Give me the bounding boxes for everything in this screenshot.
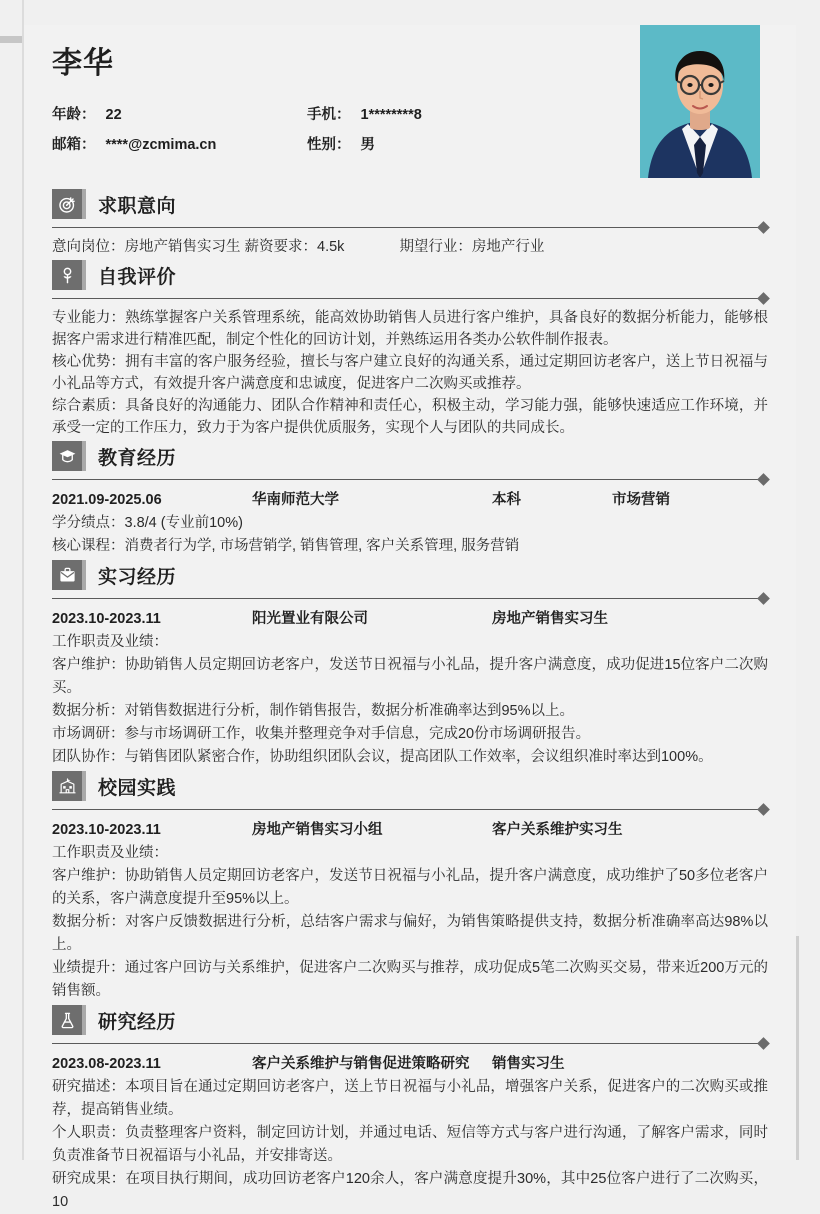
field-gender	[307, 133, 552, 154]
field-email-value: ****@zcmima.cn	[105, 137, 217, 153]
section-header	[52, 189, 768, 219]
school-building-icon	[52, 771, 82, 801]
divider-diamond-icon	[757, 473, 770, 486]
internship-role: 房地产销售实习生	[492, 611, 608, 627]
section-accent-bar	[82, 560, 86, 590]
portrait-photo-icon	[640, 25, 760, 178]
section-accent-bar	[82, 441, 86, 471]
education-entry-row	[52, 488, 768, 512]
education-school: 华南师范大学	[252, 492, 339, 508]
section-divider	[52, 804, 768, 814]
divider-line	[52, 298, 760, 299]
research-role: 销售实习生	[492, 1056, 565, 1072]
section-header	[52, 1005, 768, 1035]
research-line: 研究描述：本项目旨在通过定期回访老客户，送上节日祝福与小礼品，增强客户关系，促进客户的二次购买或推荐，提高销售业绩。	[52, 1079, 768, 1118]
section-accent-bar	[82, 1005, 86, 1035]
research-topic: 客户关系维护与销售促进策略研究	[252, 1056, 470, 1072]
section-divider	[52, 293, 768, 303]
section-accent-bar	[82, 771, 86, 801]
section-job-intent	[52, 189, 768, 258]
section-divider	[52, 222, 768, 232]
internship-line: 工作职责及业绩：	[52, 634, 168, 650]
campus-line: 工作职责及业绩：	[52, 845, 168, 861]
divider-diamond-icon	[757, 592, 770, 605]
section-title: 自我评价	[98, 266, 177, 288]
campus-line: 数据分析：对客户反馈数据进行分析，总结客户需求与偏好，为销售策略提供支持，数据分析准确率高达98%以上。	[52, 914, 768, 953]
section-internship	[52, 560, 768, 769]
campus-org: 房地产销售实习小组	[252, 822, 383, 838]
field-email	[52, 133, 307, 154]
section-title: 求职意向	[98, 195, 177, 217]
field-phone-value: 1********8	[360, 107, 422, 123]
divider-diamond-icon	[757, 803, 770, 816]
section-header	[52, 771, 768, 801]
section-divider	[52, 1038, 768, 1048]
resume-page	[24, 25, 796, 1210]
field-gender-value: 男	[360, 137, 375, 153]
research-date: 2023.08-2023.11	[52, 1056, 161, 1072]
section-divider	[52, 474, 768, 484]
education-courses: 核心课程：消费者行为学, 市场营销学, 销售管理, 客户关系管理, 服务营销	[52, 538, 520, 554]
divider-line	[52, 598, 760, 599]
field-phone	[307, 103, 552, 124]
section-campus-practice	[52, 771, 768, 1003]
education-degree: 本科	[492, 492, 521, 508]
divider-line	[52, 479, 760, 480]
section-accent-bar	[82, 189, 86, 219]
internship-date: 2023.10-2023.11	[52, 611, 161, 627]
self-eval-paragraph: 专业能力：熟练掌握客户关系管理系统，能高效协助销售人员进行客户维护，具备良好的数据分析能力，能够根据客户需求进行精准匹配，制定个性化的回访计划，并熟练运用各类办公软件制作报表。	[52, 310, 768, 348]
resume-header	[52, 25, 768, 187]
field-gender-label: 性别：	[307, 137, 351, 153]
campus-role: 客户关系维护实习生	[492, 822, 623, 838]
research-line: 研究成果：在项目执行期间，成功回访老客户120余人，客户满意度提升30%，其中25位客户进行了二次购买，10	[52, 1171, 768, 1210]
internship-line: 数据分析：对销售数据进行分析，制作销售报告，数据分析准确率达到95%以上。	[52, 703, 575, 719]
field-age-label: 年龄：	[52, 107, 96, 123]
target-icon	[52, 189, 82, 219]
divider-line	[52, 809, 760, 810]
section-education	[52, 441, 768, 558]
section-accent-bar	[82, 260, 86, 290]
internship-company: 阳光置业有限公司	[252, 611, 368, 627]
section-self-evaluation	[52, 260, 768, 439]
section-header	[52, 260, 768, 290]
contact-row	[52, 103, 552, 124]
contact-row	[52, 133, 552, 154]
section-research	[52, 1005, 768, 1214]
field-email-label: 邮箱：	[52, 137, 96, 153]
section-header	[52, 560, 768, 590]
job-intent-row	[52, 236, 768, 258]
flask-icon	[52, 1005, 82, 1035]
divider-line	[52, 1043, 760, 1044]
job-intent-industry: 期望行业：房地产行业	[399, 239, 545, 255]
section-title: 研究经历	[98, 1011, 177, 1033]
horizontal-scrollbar-track[interactable]	[0, 18, 820, 25]
campus-date: 2023.10-2023.11	[52, 822, 161, 838]
candidate-name: 李华	[52, 47, 114, 80]
internship-line: 团队协作：与销售团队紧密合作，协助组织团队会议，提高团队工作效率，会议组织准时率达到100%。	[52, 749, 713, 765]
contact-info	[52, 103, 552, 154]
field-age-value: 22	[105, 107, 122, 123]
job-intent-position: 意向岗位：房地产销售实习生 薪资要求：4.5k	[52, 239, 345, 255]
campus-line: 业绩提升：通过客户回访与关系维护，促进客户二次购买与推荐，成功促成5笔二次购买交易，带来近200万元的销售额。	[52, 960, 768, 999]
research-line: 个人职责：负责整理客户资料，制定回访计划，并通过电话、短信等方式与客户进行沟通，了解客户需求，同时负责准备节日祝福语与小礼品，并安排寄送。	[52, 1125, 768, 1164]
flower-icon	[52, 260, 82, 290]
campus-line: 客户维护：协助销售人员定期回访老客户，发送节日祝福与小礼品，提升客户满意度，成功维护了50多位老客户的关系，客户满意度提升至95%以上。	[52, 868, 768, 907]
field-phone-label: 手机：	[307, 107, 351, 123]
research-entry-row	[52, 1052, 768, 1076]
candidate-photo	[640, 25, 760, 178]
section-title: 教育经历	[98, 447, 177, 469]
graduation-cap-icon	[52, 441, 82, 471]
field-age	[52, 103, 307, 124]
section-header	[52, 441, 768, 471]
divider-diamond-icon	[757, 221, 770, 234]
campus-entry-row	[52, 818, 768, 842]
education-major: 市场营销	[612, 492, 670, 508]
self-eval-paragraph: 核心优势：拥有丰富的客户服务经验，擅长与客户建立良好的沟通关系，通过定期回访老客户，送上节日祝福与小礼品等方式，有效提升客户满意度和忠诚度，促进客户二次购买或推荐。	[52, 354, 768, 392]
internship-line: 客户维护：协助销售人员定期回访老客户，发送节日祝福与小礼品，提升客户满意度，成功促进15位客户二次购买。	[52, 657, 768, 696]
section-divider	[52, 593, 768, 603]
divider-diamond-icon	[757, 292, 770, 305]
briefcase-icon	[52, 560, 82, 590]
education-date: 2021.09-2025.06	[52, 492, 162, 508]
self-eval-paragraph: 综合素质：具备良好的沟通能力、团队合作精神和责任心，积极主动，学习能力强，能够快速适应工作环境，并承受一定的工作压力，致力于为客户提供优质服务，实现个人与团队的共同成长。	[52, 398, 768, 436]
education-gpa: 学分绩点：3.8/4 (专业前10%)	[52, 515, 243, 531]
section-title: 实习经历	[98, 566, 177, 588]
divider-line	[52, 227, 760, 228]
internship-entry-row	[52, 607, 768, 631]
section-title: 校园实践	[98, 777, 177, 799]
divider-diamond-icon	[757, 1037, 770, 1050]
internship-line: 市场调研：参与市场调研工作，收集并整理竞争对手信息，完成20份市场调研报告。	[52, 726, 591, 742]
